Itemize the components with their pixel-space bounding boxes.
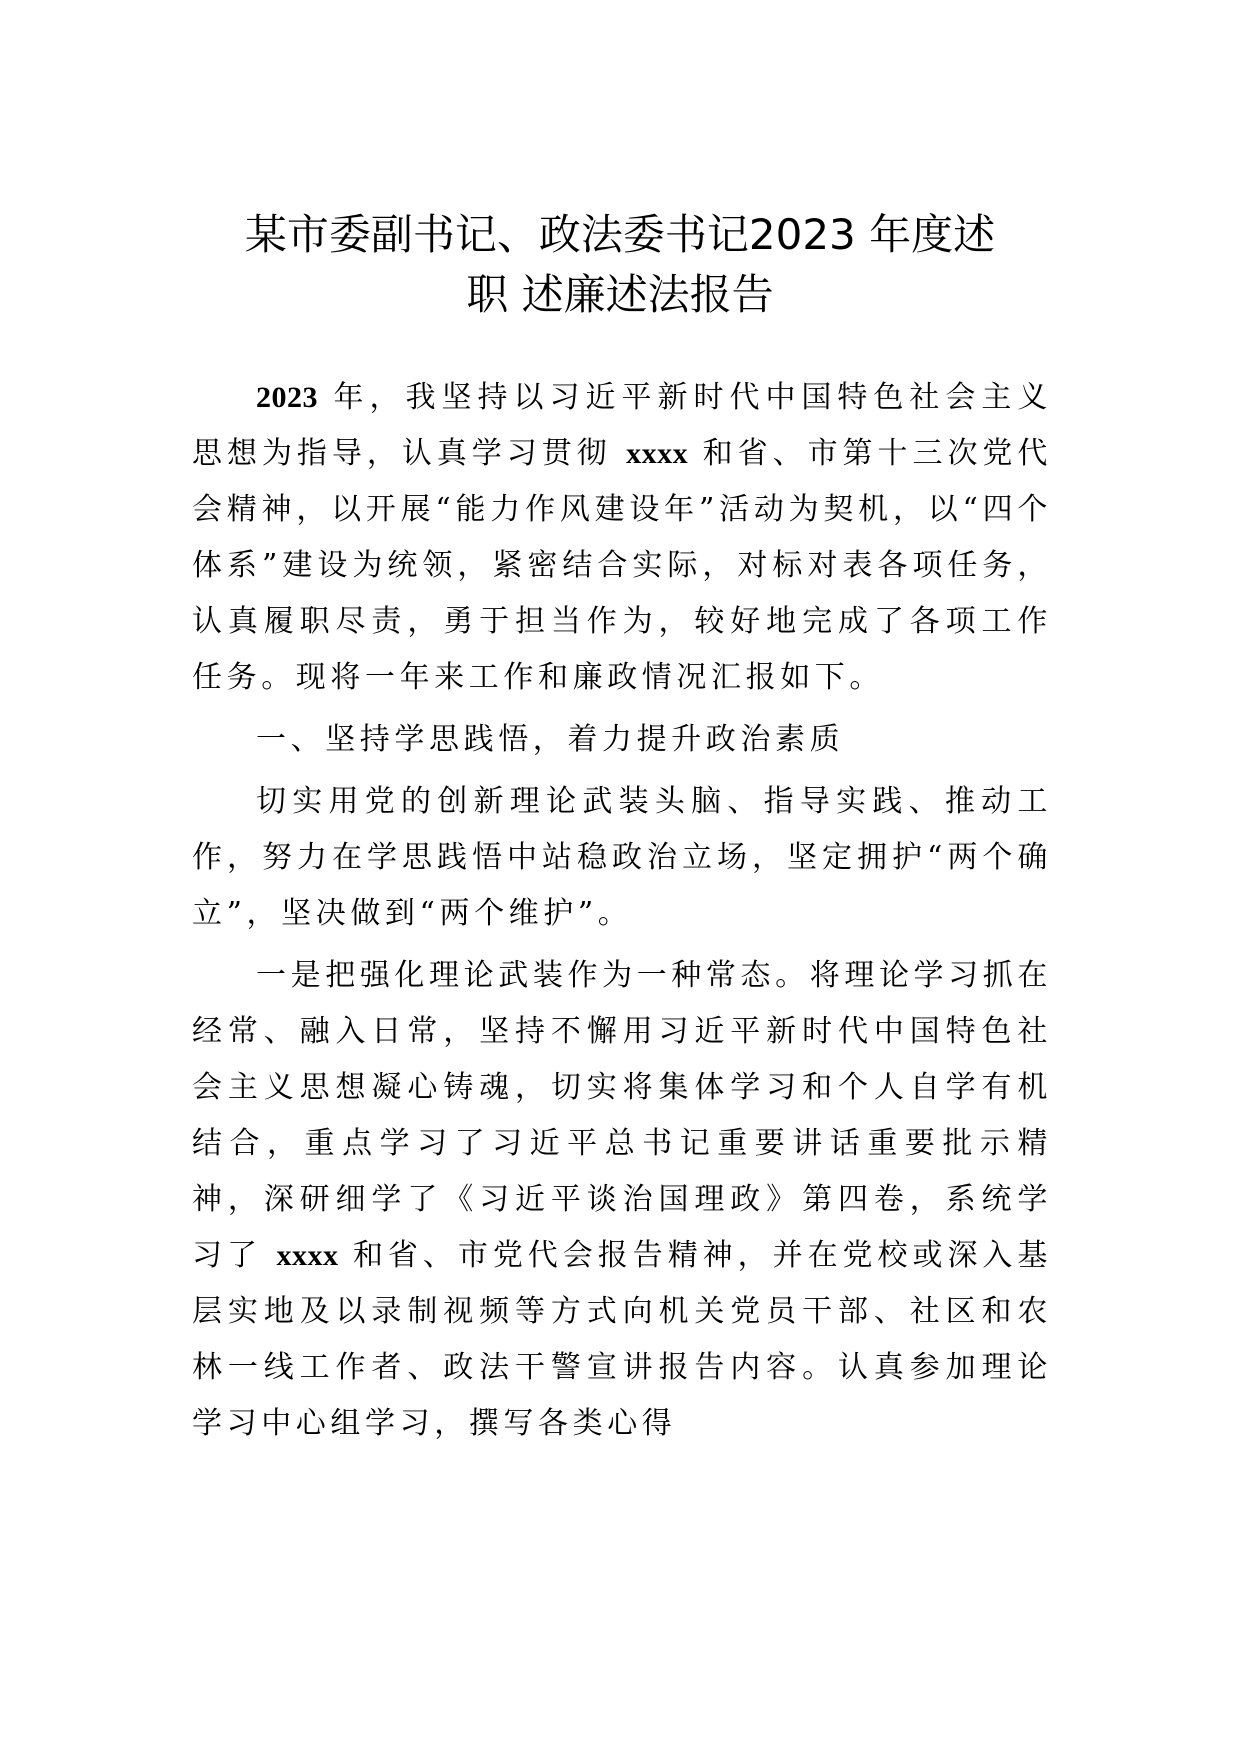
document-title [150, 205, 1090, 325]
theory-study-paragraph [192, 948, 1052, 1452]
intro-text-b: 和省、市第十三次党代会精神，以开展“能力作风建设年”活动为契机，以“四个体系”建设为统领，紧密结合实际，对标对表各项任务，认真履职尽责，勇于担当作为，较好地完成了各项工作任务。现将一年来工作和廉政情况汇报如下。 [192, 436, 1052, 695]
section-heading-1: 一、坚持学思践悟，着力提升政治素质 [256, 722, 845, 757]
year-text: 2023 [256, 381, 318, 414]
title-line-1: 某市委副书记、政法委书记2023 年度述 [244, 210, 996, 259]
placeholder-xxxx-2: xxxx [276, 1239, 339, 1272]
theory-text-b: 和省、市党代会报告精神，并在党校或深入基层实地及以录制视频等方式向机关党员干部、社区和农林一线工作者、政法干警宣讲报告内容。认真参加理论学习中心组学习，撰写各类心得 [192, 1238, 1052, 1441]
section-intro-paragraph: 切实用党的创新理论武装头脑、指导实践、推动工作，努力在学思践悟中站稳政治立场，坚定拥护“两个确立”，坚决做到“两个维护”。 [192, 784, 1052, 931]
theory-text-a: 一是把强化理论武装作为一种常态。将理论学习抓在经常、融入日常，坚持不懈用习近平新时代中国特色社会主义思想凝心铸魂，切实将集体学习和个人自学有机结合，重点学习了习近平总书记重要讲话重要批示精神，深研细学了《习近平谈治国理政》第四卷，系统学习了 [192, 958, 1052, 1273]
intro-text-a: 年，我坚持以习近平新时代中国特色社会主义思想为指导，认真学习贯彻 [192, 380, 1052, 471]
title-line-2: 职 述廉述法报告 [466, 270, 774, 319]
placeholder-xxxx-1: xxxx [626, 437, 689, 470]
intro-paragraph [192, 370, 1052, 706]
document-body [192, 370, 1052, 1452]
